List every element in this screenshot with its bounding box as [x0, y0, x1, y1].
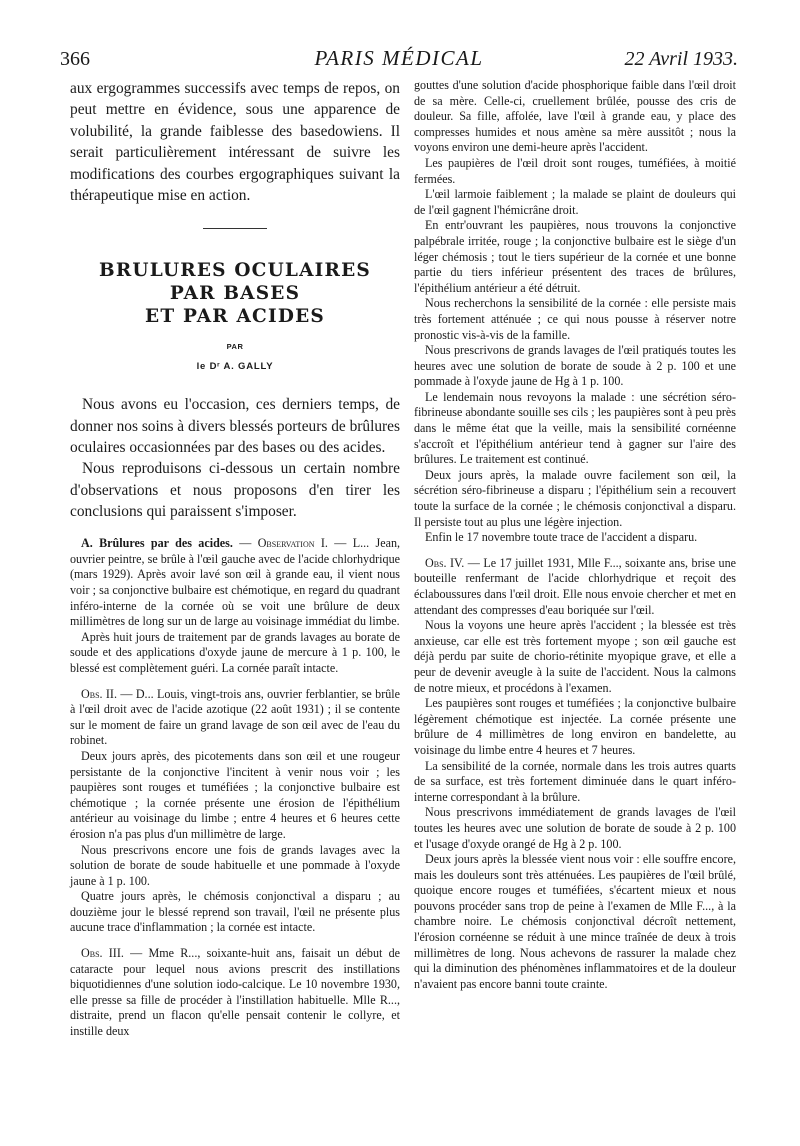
obs3-paragraph-3: L'œil larmoie faiblement ; la malade se plaint de douleurs qui de l'œil gagnent l'hémicrâne droit.	[414, 187, 736, 217]
author-name: le Dʳ A. GALLY	[196, 361, 274, 373]
byline-par: PAR	[226, 342, 244, 352]
obs1-label: Observation I.	[257, 536, 328, 551]
obs3-paragraph-2: Les paupières de l'œil droit sont rouges, tuméfiées, à moitié fermées.	[414, 155, 736, 186]
obs3-label: Obs. III.	[81, 946, 124, 961]
obs1-paragraph-2: Après huit jours de traitement par de grands lavages au borate de soude et des applications d'oxyde jaune de mercure à 1 p. 100, le blessé est complètement guéri. La cornée paraît intacte.	[70, 629, 400, 675]
observation-2: Obs. II. — D... Louis, vingt-trois ans, ouvrier ferblantier, se brûle à l'œil droit avec de l'acide azotique (22 août 1931) ; il se contente sur le moment de faire un grand lavage de son œil avec de l'eau du robinet. Deux jours après, des picotements dans son œil et une rougeur persistante de la conjonctive l'incitent à venir nous voir ; les paupières sont rouges et tuméfiées ; la conjonctive bulbaire est chémotique ; la cornée présente une érosion de l'épithélium antérieur au voisinage du limbe ; entre 4 heures et 6 heures cette érosion n'a pas plus d'un millimètre de large. Nous prescrivons encore une fois de grands lavages avec la solution de borate de soude habituelle et une pommade à l'oxyde jaune à 1 p. 100. Quatre jours après, le chémosis conjonctival a disparu ; au douzième jour le blessé reprend son travail, l'œil ne présente plus aucune trace d'inflammation ; la cornée est intacte.	[70, 686, 400, 935]
obs3-paragraph-8: Deux jours après, la malade ouvre facilement son œil, la sécrétion séro-fibrineuse a disparu ; l'épithélium sein a recouvert toute la surface de la cornée ; le chémosis conjonctival a disparu. Il persiste tout au plus une légère injection.	[414, 467, 736, 529]
observation-3: Obs. III. — Mme R..., soixante-huit ans, faisait un début de cataracte pour lequel nous avions prescrit des instillations biquotidiennes d'une solution iodo-calcique. Le 10 novembre 1930, elle presse sa fille de procéder à l'instillation habituelle. Mlle R..., distraite, prend un flacon qu'elle pensait contenir le collyre, et instille deux	[70, 946, 400, 1039]
lead-text	[70, 394, 400, 522]
obs3-paragraph-7: Le lendemain nous revoyons la malade : une sécrétion séro-fibrineuse abondante souille ses cils ; les paupières sont à peu près dans le même état que la veille, mais la sensibilité cornéenne s'accroît et l'épithélium antérieur tend à gagner sur l'aire des brûlures. Le traitement est continué.	[414, 389, 736, 467]
issue-date: 22 Avril 1933.	[624, 48, 738, 70]
title-line-1: BRULURES OCULAIRES	[99, 260, 371, 282]
intro-paragraph-container	[70, 78, 400, 206]
obs3-paragraph-1: Mme R..., soixante-huit ans, faisait un début de cataracte pour lequel nous avions prescrit des instillations biquotidiennes d'une solution iodo-calcique. Le 10 novembre 1930, elle presse sa fille de procéder à l'instillation habituelle. Mlle R..., distraite, prend un flacon qu'elle pensait contenir le collyre, et instille deux	[70, 946, 400, 1039]
obs2-paragraph-4: Quatre jours après, le chémosis conjonctival a disparu ; au douzième jour le blessé reprend son travail, l'œil ne présente plus aucune trace d'inflammation ; la cornée est intacte.	[70, 889, 400, 935]
obs2-paragraph-3: Nous prescrivons encore une fois de grands lavages avec la solution de borate de soude habituelle et une pommade à l'oxyde jaune à 1 p. 100.	[70, 842, 400, 888]
right-column	[414, 78, 736, 992]
intro-paragraph: aux ergogrammes successifs avec temps de repos, on peut mettre en évidence, sous une apparence de volubilité, la grande faiblesse des basedowiens. Il serait particulièrement intéressant de suivre les modifications des courbes ergographiques suivant la thérapeutique mise en action.	[70, 80, 400, 205]
title-line-2: PAR BASES	[169, 283, 301, 305]
obs4-paragraph-3: Les paupières sont rouges et tuméfiées ; la conjonctive bulbaire légèrement chémotique est injectée. La cornée présente une brûlure de 4 millimètres de long environ en bandelette, au voisinage du limbe entre 4 heures et 7 heures.	[414, 696, 736, 757]
obs4-label: Obs. IV.	[425, 555, 465, 570]
section-heading: A. Brûlures par des acides.	[81, 536, 233, 551]
page-number: 366	[60, 48, 90, 70]
obs4-paragraph-2: Nous la voyons une heure après l'accident ; la blessée est très anxieuse, car elle est très fortement myope ; son œil gauche est déjà perdu par suite de chorio-rétinite myopique grave, et elle a peur de devenir aveugle à la suite de l'accident. Nous la calmons de notre mieux, et procédons à l'examen.	[414, 618, 736, 695]
obs2-paragraph-2: Deux jours après, des picotements dans son œil et une rougeur persistante de la conjonctive l'incitent à venir nous voir ; les paupières sont rouges et tuméfiées ; la conjonctive bulbaire est chémotique ; la cornée présente une érosion de l'épithélium antérieur au voisinage du limbe ; entre 4 heures et 6 heures cette érosion n'a pas plus d'un millimètre de large.	[70, 748, 400, 841]
obs3-paragraph-5: Nous recherchons la sensibilité de la cornée : elle persiste mais très fortement atténuée ; ce qui nous pousse à réserver notre pronostic vis-à-vis de la famille.	[414, 296, 736, 342]
page-header	[60, 44, 738, 74]
section-divider	[203, 228, 267, 229]
lead-paragraph-1: Nous avons eu l'occasion, ces derniers temps, de donner nos soins à divers blessés porteurs de brûlures oculaires occasionnées par des bases ou des acides.	[70, 396, 400, 457]
lead-paragraph-2: Nous reproduisons ci-dessous un certain nombre d'observations et nous proposons d'en tirer les conclusions qui paraissent s'imposer.	[70, 460, 400, 520]
obs4-paragraph-4: La sensibilité de la cornée, normale dans les trois autres quarts de sa surface, est très fortement diminuée dans le quart inféro-interne correspondant à la brûlure.	[414, 758, 736, 804]
title-line-3: ET PAR ACIDES	[145, 306, 325, 328]
obs4-paragraph-5: Nous prescrivons immédiatement de grands lavages de l'œil toutes les heures avec une solution de borate de soude à 2 p. 100 et l'usage d'oxyde orangé de Hg à 2 p. 100.	[414, 805, 736, 851]
observation-1: A. Brûlures par des acides. — Observation I. — L... Jean, ouvrier peintre, se brûle à l'œil gauche avec de l'acide chlorhydrique (mars 1929). Après avoir lavé son œil à grande eau, il vient nous voir ; sa conjonctive bulbaire est chémotique, en regard du quadrant inféro-interne de la cornée où se voit une brûlure de deux millimètres de long sur un de large au voisinage immédiat du limbe. Après huit jours de traitement par de grands lavages au borate de soude et des applications d'oxyde jaune de mercure à 1 p. 100, le blessé est complètement guéri. La cornée paraît intacte.	[70, 536, 401, 675]
obs2-label: Obs. II.	[81, 686, 117, 701]
article-title	[70, 259, 400, 328]
observation-4: Obs. IV. — Le 17 juillet 1931, Mlle F..., soixante ans, brise une bouteille renfermant de l'acide chlorhydrique et reçoit des éclaboussures dans l'œil droit. Elle nous envoie chercher et met en attendant des compresses d'eau boriquée sur l'œil. Nous la voyons une heure après l'accident ; la blessée est très anxieuse, car elle est très fortement myope ; son œil gauche est déjà perdu par suite de chorio-rétinite myopique grave, et elle a peur de devenir aveugle à la suite de l'accident. Nous la calmons de notre mieux, et procédons à l'examen. Les paupières sont rouges et tuméfiées ; la conjonctive bulbaire légèrement chémotique est injectée. La cornée présente une brûlure de 4 millimètres de long environ en bandelette, au voisinage du limbe entre 4 heures et 7 heures. La sensibilité de la cornée, normale dans les trois autres quarts de sa surface, est très fortement diminuée dans le quart inféro-interne correspondant à la brûlure. Nous prescrivons immédiatement de grands lavages de l'œil toutes les heures avec une solution de borate de soude à 2 p. 100 et l'usage d'oxyde orangé de Hg à 2 p. 100. Deux jours après la blessée vient nous voir : elle souffre encore, mais les douleurs sont très atténuées. Les paupières de l'œil brûlé, quoique encore rouges et tuméfiées, s'écartent mieux et nous pouvons procéder sans trop de peine à l'examen de Mlle F..., à la chambre noire. Le chémosis conjonctival décroît nettement, l'érosion cornéenne se réduit à une mince traînée de deux à trois millimètres de long. Nous achevons de rassurer la malade chez qui la diminution des phénomènes inflammatoires et de la douleur n'avaient pas encore banni toute crainte.	[414, 555, 736, 991]
obs3-paragraph-4: En entr'ouvrant les paupières, nous trouvons la conjonctive palpébrale irritée, rouge ; la conjonctive bulbaire est le siège d'un léger chémosis ; tout le tiers supérieur de la cornée et une bonne partie du tiers inférieur présentent des traces de brûlures, l'épithélium antérieur a été détruit.	[414, 218, 736, 295]
obs2-paragraph-1: D... Louis, vingt-trois ans, ouvrier ferblantier, se brûle à l'œil droit avec de l'acide azotique (22 août 1931) ; il se contente sur le moment de faire un grand lavage de son œil avec de l'eau du robinet.	[70, 686, 400, 748]
obs3-paragraph-6: Nous prescrivons de grands lavages de l'œil pratiqués toutes les heures avec une solution de borate de soude à 2 p. 100 et une pommade à l'oxyde jaune de Hg à 1 p. 100.	[414, 343, 736, 389]
obs4-paragraph-1: Le 17 juillet 1931, Mlle F..., soixante ans, brise une bouteille renfermant de l'acide chlorhydrique et reçoit des éclaboussures dans l'œil droit. Elle nous envoie chercher et met en attendant des compresses d'eau boriquée sur l'œil.	[414, 555, 736, 617]
obs4-paragraph-6: Deux jours après la blessée vient nous voir : elle souffre encore, mais les douleurs sont très atténuées. Les paupières de l'œil brûlé, quoique encore rouges et tuméfiées, s'écartent mieux et nous pouvons procéder sans trop de peine à l'examen de Mlle F..., à la chambre noire. Le chémosis conjonctival décroît nettement, l'érosion cornéenne se réduit à une mince traînée de deux à trois millimètres de long. Nous achevons de rassurer la malade chez qui la diminution des phénomènes inflammatoires et de la douleur n'avaient pas encore banni toute crainte.	[414, 852, 736, 991]
obs3-paragraph-9: Enfin le 17 novembre toute trace de l'accident a disparu.	[425, 530, 698, 545]
obs1-paragraph-1: L... Jean, ouvrier peintre, se brûle à l'œil gauche avec de l'acide chlorhydrique (mars 1929). Après avoir lavé son œil à grande eau, il vient nous voir ; sa conjonctive bulbaire est chémotique, en regard du quadrant inféro-interne de la cornée où se voit une brûlure de deux millimètres de long sur un de large au voisinage immédiat du limbe.	[70, 536, 401, 629]
left-column	[70, 78, 400, 1040]
obs3-continued: gouttes d'une solution d'acide phosphorique faible dans l'œil droit de sa mère. Celle-ci, cruellement brûlée, pousse des cris de douleur. Sa fille, affolée, lave l'œil à grande eau, y place des compresses humides et nous amène sa mère aussitôt ; nous la voyons environ une demi-heure après l'accident.	[414, 78, 736, 155]
journal-title: PARIS MÉDICAL	[314, 46, 484, 70]
